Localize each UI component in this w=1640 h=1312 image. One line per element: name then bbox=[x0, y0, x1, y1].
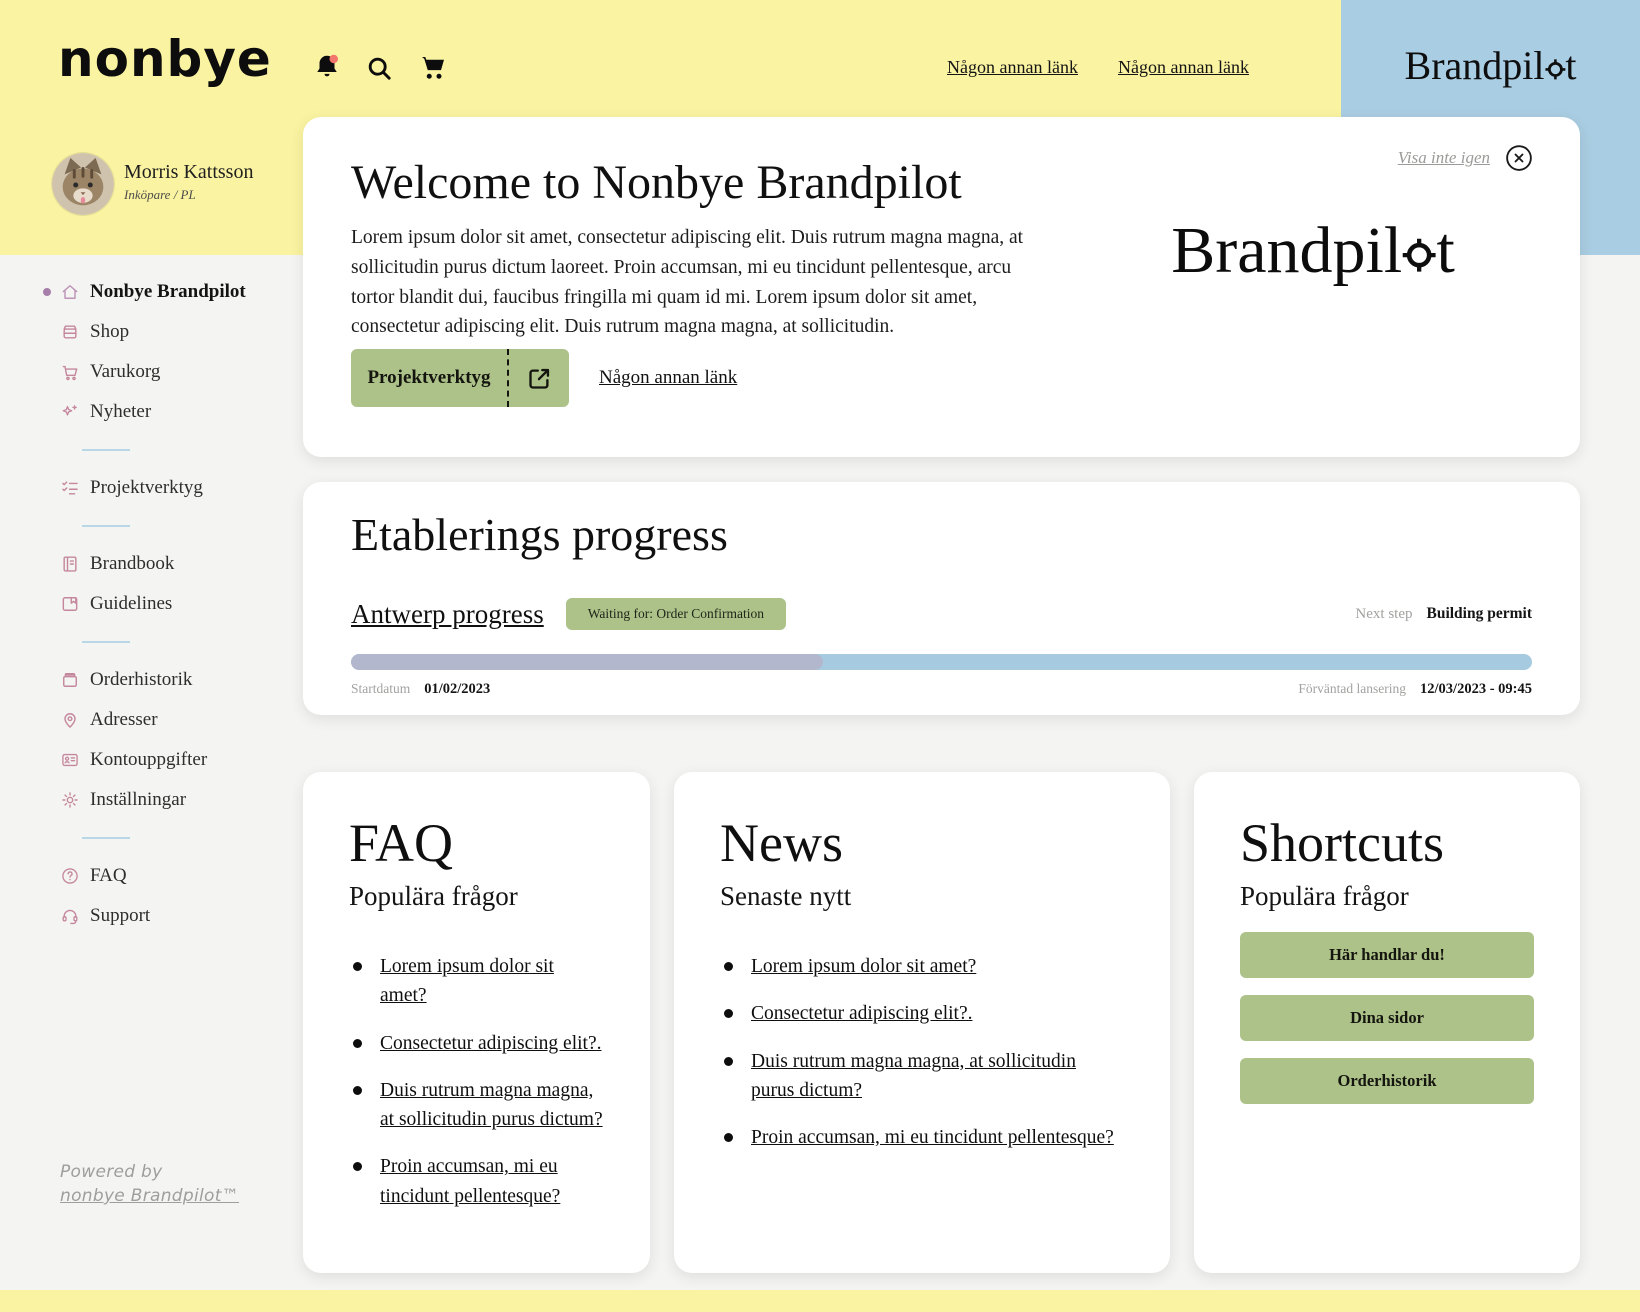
dismiss-row bbox=[1398, 143, 1534, 173]
bullet bbox=[353, 962, 362, 971]
start-date-label: Startdatum bbox=[351, 681, 411, 696]
sidebar-item-label: Support bbox=[90, 905, 151, 926]
nonbye-logo[interactable]: nonbye bbox=[58, 30, 272, 88]
faq-link[interactable]: Lorem ipsum dolor sit amet? bbox=[380, 956, 554, 1007]
brandpilot-header-logo bbox=[1341, 42, 1640, 89]
sidebar-item-orderhistorik[interactable] bbox=[40, 660, 292, 700]
bullet bbox=[724, 962, 733, 971]
cart-icon bbox=[60, 362, 80, 382]
sidebar-divider bbox=[40, 508, 292, 544]
notifications-bell-icon[interactable] bbox=[310, 50, 344, 84]
shortcut-button-har-handlar-du[interactable]: Här handlar du! bbox=[1240, 932, 1534, 978]
sidebar-divider bbox=[40, 820, 292, 856]
book-icon bbox=[60, 554, 80, 574]
news-subtitle: Senaste nytt bbox=[720, 881, 852, 912]
gear-icon bbox=[60, 790, 80, 810]
brand-logo-prefix: Brandpil bbox=[1171, 214, 1403, 287]
shortcuts-subtitle: Populära frågor bbox=[1240, 881, 1409, 912]
launch-date-value: 12/03/2023 - 09:45 bbox=[1420, 681, 1532, 697]
crosshair-o-icon bbox=[1545, 59, 1566, 80]
list-item bbox=[349, 952, 604, 1011]
projektverktyg-button[interactable] bbox=[351, 349, 569, 407]
bullet bbox=[353, 1162, 362, 1171]
sidebar-item-support[interactable] bbox=[40, 896, 292, 936]
start-date-value: 01/02/2023 bbox=[424, 681, 491, 697]
welcome-body: Lorem ipsum dolor sit amet, consectetur adipiscing elit. Duis rutrum magna magna, at sollicitudin purus dictum laoreet. Proin accumsan, mi eu tincidunt pellentesque, arcu tortor blandit dui, faucibus fringilla mi quam id mi. Lorem ipsum dolor sit amet, consectetur adipiscing elit. Duis rutrum magna magna, at sollicitudin. bbox=[351, 227, 1024, 338]
header-link-1[interactable]: Någon annan länk bbox=[947, 57, 1078, 77]
sidebar-item-label: Brandbook bbox=[90, 553, 175, 574]
shortcuts-card bbox=[1194, 772, 1580, 1273]
faq-link[interactable]: Proin accumsan, mi eu tincidunt pellentesque? bbox=[380, 1156, 561, 1207]
progress-card bbox=[303, 482, 1580, 715]
welcome-secondary-link[interactable]: Någon annan länk bbox=[599, 367, 738, 388]
headset-icon bbox=[60, 906, 80, 926]
close-icon[interactable] bbox=[1504, 143, 1534, 173]
brand-logo-prefix: Brandpil bbox=[1404, 43, 1545, 88]
sidebar-item-brandbook[interactable] bbox=[40, 544, 292, 584]
bullet bbox=[724, 1057, 733, 1066]
list-item bbox=[720, 1123, 1124, 1152]
faq-list bbox=[349, 952, 604, 1211]
sidebar-item-label: Adresser bbox=[90, 709, 158, 730]
crosshair-o-icon bbox=[1402, 238, 1436, 272]
dismiss-link[interactable]: Visa inte igen bbox=[1397, 148, 1490, 167]
header-link-2[interactable]: Någon annan länk bbox=[1118, 57, 1249, 77]
project-link[interactable]: Antwerp progress bbox=[351, 598, 544, 629]
sidebar-divider bbox=[40, 624, 292, 660]
search-icon[interactable] bbox=[362, 51, 396, 85]
list-item bbox=[720, 1047, 1124, 1106]
sparkles-icon bbox=[60, 402, 80, 422]
sidebar-item-label: Varukorg bbox=[90, 361, 161, 382]
next-step-label: Next step bbox=[1355, 605, 1413, 622]
sidebar-nav bbox=[40, 272, 292, 936]
sidebar-item-kontouppgifter[interactable] bbox=[40, 740, 292, 780]
faq-subtitle: Populära frågor bbox=[349, 881, 518, 912]
progress-header-row bbox=[351, 598, 1532, 630]
map-pin-icon bbox=[60, 710, 80, 730]
list-item bbox=[349, 1152, 604, 1211]
shop-icon bbox=[60, 322, 80, 342]
sidebar-item-nonbye-brandpilot[interactable] bbox=[40, 272, 292, 312]
list-item bbox=[720, 952, 1124, 981]
sidebar-item-label: Nyheter bbox=[90, 401, 152, 422]
bullet bbox=[724, 1133, 733, 1142]
sidebar-item-label: Inställningar bbox=[90, 789, 187, 810]
next-step-value: Building permit bbox=[1426, 605, 1532, 622]
user-role: Inköpare / PL bbox=[124, 187, 196, 202]
brandpilot-logo-large bbox=[1083, 213, 1543, 289]
shortcut-button-orderhistorik[interactable]: Orderhistorik bbox=[1240, 1058, 1534, 1104]
sidebar-item-label: Projektverktyg bbox=[90, 477, 203, 498]
cart-icon[interactable] bbox=[416, 51, 450, 85]
external-link-icon bbox=[509, 349, 569, 407]
shortcuts-title: Shortcuts bbox=[1240, 813, 1445, 873]
welcome-cta-row bbox=[351, 349, 737, 407]
list-item bbox=[349, 1029, 604, 1058]
progress-fill bbox=[351, 654, 823, 670]
list-item bbox=[720, 999, 1124, 1028]
sidebar-item-label: Orderhistorik bbox=[90, 669, 193, 690]
sidebar-item-nyheter[interactable] bbox=[40, 392, 292, 432]
brand-logo-suffix: t bbox=[1565, 43, 1577, 88]
user-avatar[interactable] bbox=[52, 153, 114, 215]
user-name: Morris Kattsson bbox=[124, 161, 254, 183]
help-circle-icon bbox=[60, 866, 80, 886]
launch-date-label: Förväntad lansering bbox=[1298, 681, 1407, 696]
bullet bbox=[353, 1086, 362, 1095]
sidebar-item-label: Shop bbox=[90, 321, 130, 342]
sidebar-item-faq[interactable] bbox=[40, 856, 292, 896]
welcome-card bbox=[303, 117, 1580, 457]
sidebar-item-label: FAQ bbox=[90, 865, 127, 886]
welcome-title: Welcome to Nonbye Brandpilot bbox=[351, 156, 962, 209]
news-link[interactable]: Lorem ipsum dolor sit amet? bbox=[751, 956, 977, 978]
shortcuts-buttons bbox=[1240, 932, 1534, 1104]
bullet bbox=[353, 1039, 362, 1048]
news-link[interactable]: Consectetur adipiscing elit?. bbox=[751, 1003, 973, 1025]
cat-avatar-image bbox=[52, 153, 114, 215]
sidebar-item-installningar[interactable] bbox=[40, 780, 292, 820]
powered-by-brand-link[interactable]: nonbye Brandpilot™ bbox=[60, 1186, 240, 1206]
news-link[interactable]: Duis rutrum magna magna, at sollicitudin purus dictum? bbox=[751, 1050, 1076, 1101]
progress-dates-row bbox=[351, 680, 1532, 698]
faq-title: FAQ bbox=[349, 813, 454, 873]
sidebar-divider bbox=[40, 432, 292, 468]
bookmark-folder-icon bbox=[60, 594, 80, 614]
list-item bbox=[349, 1076, 604, 1135]
sidebar-item-shop[interactable] bbox=[40, 312, 292, 352]
checklist-icon bbox=[60, 478, 80, 498]
projektverktyg-button-label: Projektverktyg bbox=[367, 367, 491, 388]
footer-yellow-strip bbox=[0, 1290, 1640, 1312]
faq-card bbox=[303, 772, 650, 1273]
news-title: News bbox=[720, 813, 843, 873]
sidebar-item-label: Guidelines bbox=[90, 593, 173, 614]
faq-link[interactable]: Duis rutrum magna magna, at sollicitudin purus dictum? bbox=[380, 1079, 603, 1131]
brand-logo-suffix: t bbox=[1436, 214, 1455, 287]
news-list bbox=[720, 952, 1124, 1152]
id-card-icon bbox=[60, 750, 80, 770]
news-link[interactable]: Proin accumsan, mi eu tincidunt pellentesque? bbox=[751, 1127, 1114, 1149]
cards-row bbox=[303, 772, 1580, 1207]
progress-bar-track bbox=[351, 654, 1532, 670]
sidebar-item-guidelines[interactable] bbox=[40, 584, 292, 624]
sidebar-item-varukorg[interactable] bbox=[40, 352, 292, 392]
faq-link[interactable]: Consectetur adipiscing elit?. bbox=[380, 1032, 602, 1054]
home-icon bbox=[60, 282, 80, 302]
package-icon bbox=[60, 670, 80, 690]
shortcut-button-dina-sidor[interactable]: Dina sidor bbox=[1240, 995, 1534, 1041]
sidebar-item-label: Nonbye Brandpilot bbox=[90, 281, 246, 302]
news-card bbox=[674, 772, 1170, 1273]
progress-title: Etablerings progress bbox=[351, 509, 728, 560]
status-badge: Waiting for: Order Confirmation bbox=[566, 598, 786, 630]
active-dot bbox=[43, 288, 51, 296]
bullet bbox=[724, 1009, 733, 1018]
sidebar-item-label: Kontouppgifter bbox=[90, 749, 208, 770]
powered-by-text: Powered by bbox=[60, 1162, 163, 1182]
sidebar-item-adresser[interactable] bbox=[40, 700, 292, 740]
sidebar-item-projektverktyg[interactable] bbox=[40, 468, 292, 508]
